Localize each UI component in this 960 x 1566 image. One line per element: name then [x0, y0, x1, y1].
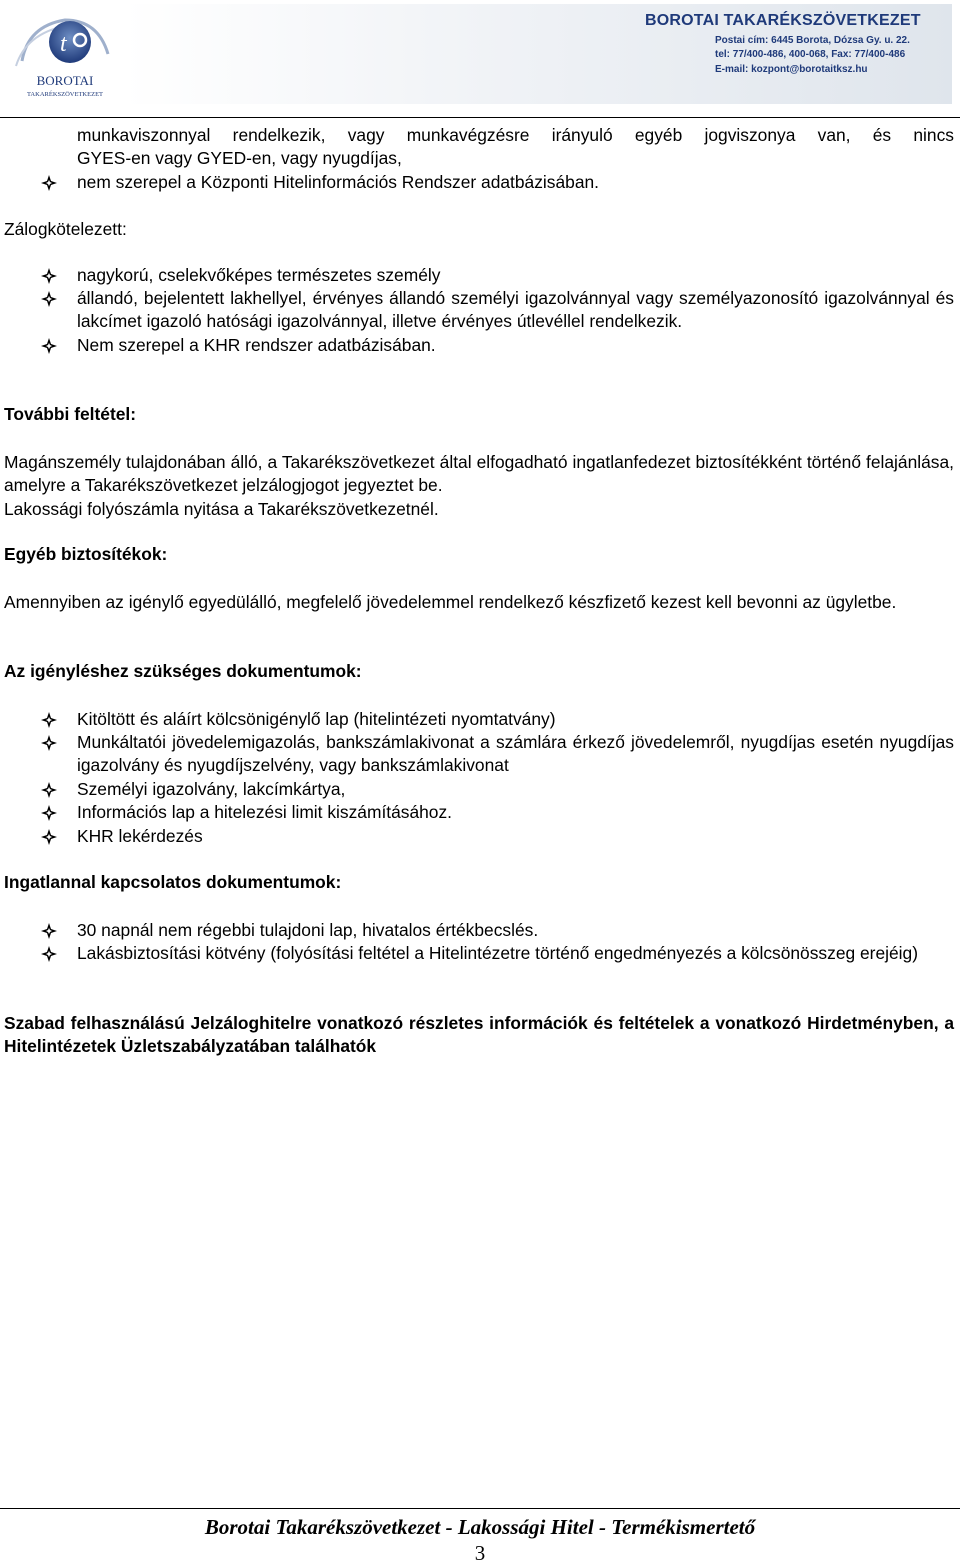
- intro-line-2: GYES-en vagy GYED-en, vagy nyugdíjas,: [77, 148, 402, 168]
- ingatlan-item: Lakásbiztosítási kötvény (folyósítási feltétel a Hitelintézetre történő engedményezés a kölcsönösszeg erejéig): [77, 943, 918, 963]
- intro-line-1: munkaviszonnyal rendelkezik, vagy munkavégzésre irányuló egyéb jogviszonya van, és nincs: [77, 125, 954, 145]
- diamond-bullet-icon: [40, 174, 58, 192]
- dokumentum-item: Kitöltött és aláírt kölcsönigénylő lap (hitelintézeti nyomtatvány): [77, 709, 556, 729]
- dokumentum-item: Munkáltatói jövedelemigazolás, bankszámlakivonat a számlára érkező jövedelemről, nyugdíjas esetén nyugdíjas igazolvány és nyugdíjszelvény, vagy bankszámlakivonat: [77, 732, 954, 776]
- dokumentum-item: Információs lap a hitelezési limit kiszámításához.: [77, 802, 453, 822]
- footer-title: Borotai Takarékszövetkezet - Lakossági Hitel - Termékismertető: [204, 1515, 756, 1539]
- diamond-bullet-icon: [40, 711, 58, 729]
- diamond-bullet-icon: [40, 804, 58, 822]
- closing-statement: Szabad felhasználású Jelzáloghitelre vonatkozó részletes információk és feltételek a vonatkozó Hirdetményben, a Hitelintézetek Üzletszabályzatában találhatók: [4, 1013, 954, 1057]
- header-divider: [0, 117, 960, 118]
- bank-logo: [8, 6, 123, 106]
- svg-text:TAKARÉKSZÖVETKEZET: TAKARÉKSZÖVETKEZET: [26, 91, 104, 98]
- diamond-bullet-icon: [40, 267, 58, 285]
- svg-text:BOROTAI: BOROTAI: [36, 73, 94, 88]
- diamond-bullet-icon: [40, 781, 58, 799]
- email-address: E-mail: kozpont@borotaitksz.hu: [715, 64, 868, 75]
- diamond-bullet-icon: [40, 922, 58, 940]
- intro-bullet-text: nem szerepel a Központi Hitelinformációs Rendszer adatbázisában.: [77, 172, 599, 192]
- phone-numbers: tel: 77/400-486, 400-068, Fax: 77/400-486: [715, 49, 906, 60]
- bank-name: BOROTAI TAKARÉKSZÖVETKEZET: [645, 12, 921, 29]
- ingatlan-item: 30 napnál nem régebbi tulajdoni lap, hivatalos értékbecslés.: [77, 920, 539, 940]
- footer-divider: [0, 1508, 960, 1509]
- dokumentum-item: Személyi igazolvány, lakcímkártya,: [77, 779, 346, 799]
- zalog-item: nagykorú, cselekvőképes természetes személy: [77, 265, 441, 285]
- diamond-bullet-icon: [40, 945, 58, 963]
- page-number: 3: [474, 1541, 486, 1565]
- tovabbi-heading: További feltétel:: [4, 404, 137, 424]
- zalog-heading: Zálogkötelezett:: [4, 219, 127, 239]
- diamond-bullet-icon: [40, 290, 58, 308]
- dokumentum-item: KHR lekérdezés: [77, 826, 203, 846]
- zalog-item: Nem szerepel a KHR rendszer adatbázisában.: [77, 335, 436, 355]
- page-header: [0, 0, 960, 115]
- postal-address: Postai cím: 6445 Borota, Dózsa Gy. u. 22.: [715, 35, 910, 46]
- egyeb-heading: Egyéb biztosítékok:: [4, 544, 168, 564]
- diamond-bullet-icon: [40, 828, 58, 846]
- tovabbi-paragraph-2: Lakossági folyószámla nyitása a Takarékszövetkezetnél.: [4, 499, 439, 519]
- zalog-item: állandó, bejelentett lakhellyel, érvényes állandó személyi igazolvánnyal vagy személyazonosító igazolvánnyal és lakcímet igazoló hatósági igazolvánnyal, illetve érvényes útlevéllel rendelkezik.: [77, 288, 954, 332]
- diamond-bullet-icon: [40, 734, 58, 752]
- ingatlan-heading: Ingatlannal kapcsolatos dokumentumok:: [4, 872, 342, 892]
- svg-text:t: t: [60, 31, 67, 57]
- dokumentumok-heading: Az igényléshez szükséges dokumentumok:: [4, 661, 362, 681]
- diamond-bullet-icon: [40, 337, 58, 355]
- tovabbi-paragraph: Magánszemély tulajdonában álló, a Takarékszövetkezet által elfogadható ingatlanfedezet biztosítékként történő felajánlása, amelyre a Takarékszövetkezet jelzálogjogot jegyeztet be.: [4, 452, 954, 496]
- egyeb-paragraph: Amennyiben az igénylő egyedülálló, megfelelő jövedelemmel rendelkező készfizető kezest kell bevonni az ügyletbe.: [4, 592, 897, 612]
